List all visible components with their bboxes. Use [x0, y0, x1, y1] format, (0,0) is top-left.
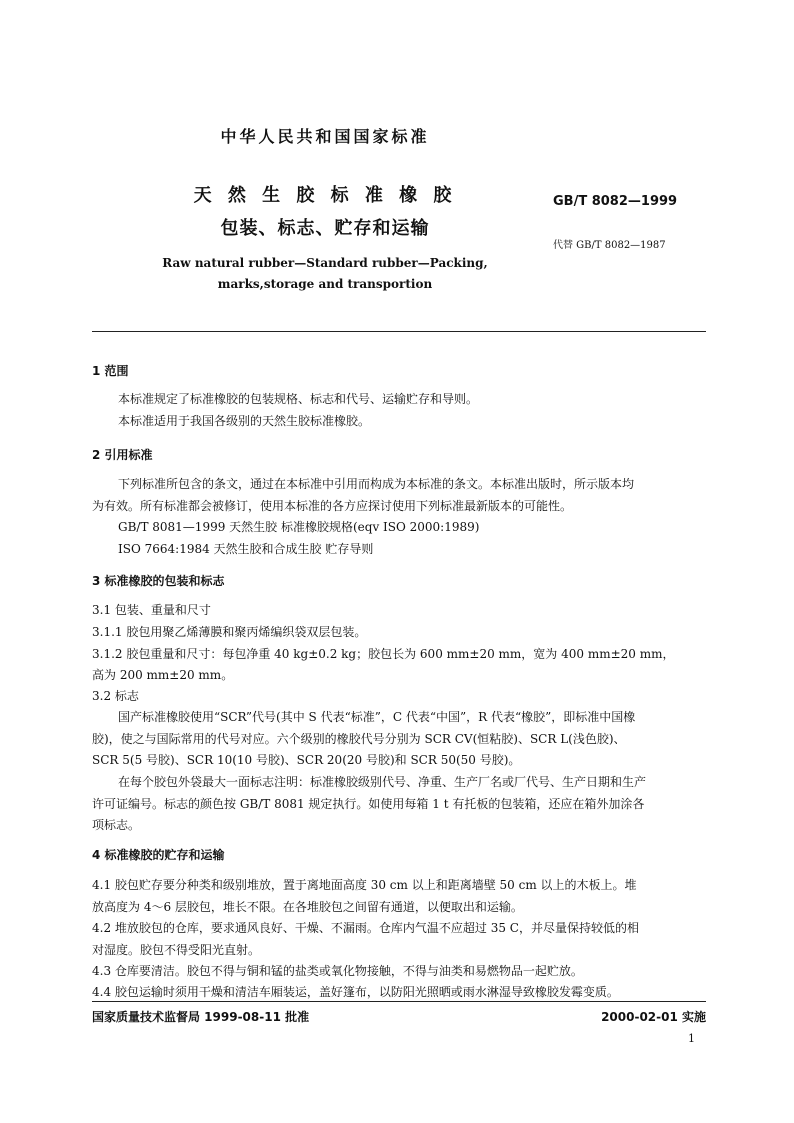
section-3-heading: 3 标准橡胶的包装和标志 [92, 574, 225, 588]
approval-line: 国家质量技术监督局 1999-08-11 批准 [92, 1010, 310, 1024]
footer-divider [92, 1001, 706, 1002]
english-title-line2: marks,storage and transportion [217, 277, 433, 291]
reference-iso-7664: ISO 7664:1984 天然生胶和合成生胶 贮存导则 [118, 542, 374, 556]
clause-3-1: 3.1 包装、重量和尺寸 [92, 603, 211, 617]
reference-gbt-8081: GB/T 8081—1999 天然生胶 标准橡胶规格(eqv ISO 2000:1989) [118, 520, 480, 534]
clause-3-2: 3.2 标志 [92, 689, 139, 703]
section-2-line: 下列标准所包含的条文，通过在本标准中引用而构成为本标准的条文。本标准出版时，所示版本均 [118, 477, 635, 491]
implementation-date: 2000-02-01 实施 [601, 1010, 706, 1024]
section-4-heading: 4 标准橡胶的贮存和运输 [92, 848, 225, 862]
clause-4-2-cont: 对湿度。胶包不得受阳光直射。 [92, 943, 261, 957]
national-standard-label: 中华人民共和国国家标准 [220, 127, 430, 146]
section-3-line: SCR 5(5 号胶)、SCR 10(10 号胶)、SCR 20(20 号胶)和 SCR 50(50 号胶)。 [92, 753, 521, 767]
document-title-line1: 天 然 生 胶 标 准 橡 胶 [193, 185, 457, 206]
clause-4-3: 4.3 仓库要清洁。胶包不得与铜和锰的盐类或氧化物接触，不得与油类和易燃物品一起贮放。 [92, 964, 583, 978]
clause-4-4: 4.4 胶包运输时须用干燥和清洁车厢装运，盖好篷布，以防阳光照晒或雨水淋湿导致橡胶发霉变质。 [92, 985, 619, 999]
clause-3-1-2: 3.1.2 胶包重量和尺寸：每包净重 40 kg±0.2 kg；胶包长为 600 mm±20 mm，宽为 400 mm±20 mm， [92, 647, 675, 661]
clause-4-1: 4.1 胶包贮存要分种类和级别堆放，置于离地面高度 30 cm 以上和距离墙壁 50 cm 以上的木板上。堆 [92, 878, 637, 892]
section-3-line: 在每个胶包外袋最大一面标志注明：标准橡胶级别代号、净重、生产厂名或厂代号、生产日期和生产 [118, 775, 647, 789]
clause-4-2: 4.2 堆放胶包的仓库，要求通风良好、干燥、不漏雨。仓库内气温不应超过 35 C，并尽量保持较低的相 [92, 921, 639, 935]
clause-3-1-2-cont: 高为 200 mm±20 mm。 [92, 668, 234, 682]
section-3-line: 胶)，使之与国际常用的代号对应。六个级别的橡胶代号分别为 SCR CV(恒粘胶)、SCR L(浅色胶)、 [92, 732, 626, 746]
standard-number: GB/T 8082—1999 [553, 194, 678, 209]
section-3-line: 许可证编号。标志的颜色按 GB/T 8081 规定执行。如使用每箱 1 t 有托板的包装箱，还应在箱外加涂各 [92, 797, 645, 811]
replaces-standard: 代替 GB/T 8082—1987 [553, 240, 666, 251]
section-1-heading: 1 范围 [92, 364, 129, 378]
section-1-line: 本标准适用于我国各级别的天然生胶标准橡胶。 [118, 414, 371, 428]
page-number: 1 [688, 1032, 695, 1045]
clause-4-1-cont: 放高度为 4～6 层胶包，堆长不限。在各堆胶包之间留有通道，以便取出和运输。 [92, 900, 523, 914]
section-3-line: 国产标准橡胶使用“SCR”代号(其中 S 代表“标准”，C 代表“中国”，R 代表“橡胶”，即标准中国橡 [118, 710, 636, 724]
header-divider [92, 331, 706, 332]
section-2-heading: 2 引用标准 [92, 448, 153, 462]
section-1-line: 本标准规定了标准橡胶的包装规格、标志和代号、运输贮存和导则。 [118, 392, 479, 406]
section-3-line: 项标志。 [92, 818, 141, 832]
section-2-line: 为有效。所有标准都会被修订，使用本标准的各方应探讨使用下列标准最新版本的可能性。 [92, 499, 573, 513]
english-title-line1: Raw natural rubber—Standard rubber—Packing, [162, 256, 488, 270]
clause-3-1-1: 3.1.1 胶包用聚乙烯薄膜和聚丙烯编织袋双层包装。 [92, 625, 367, 639]
document-title-line2: 包装、标志、贮存和运输 [220, 218, 430, 239]
